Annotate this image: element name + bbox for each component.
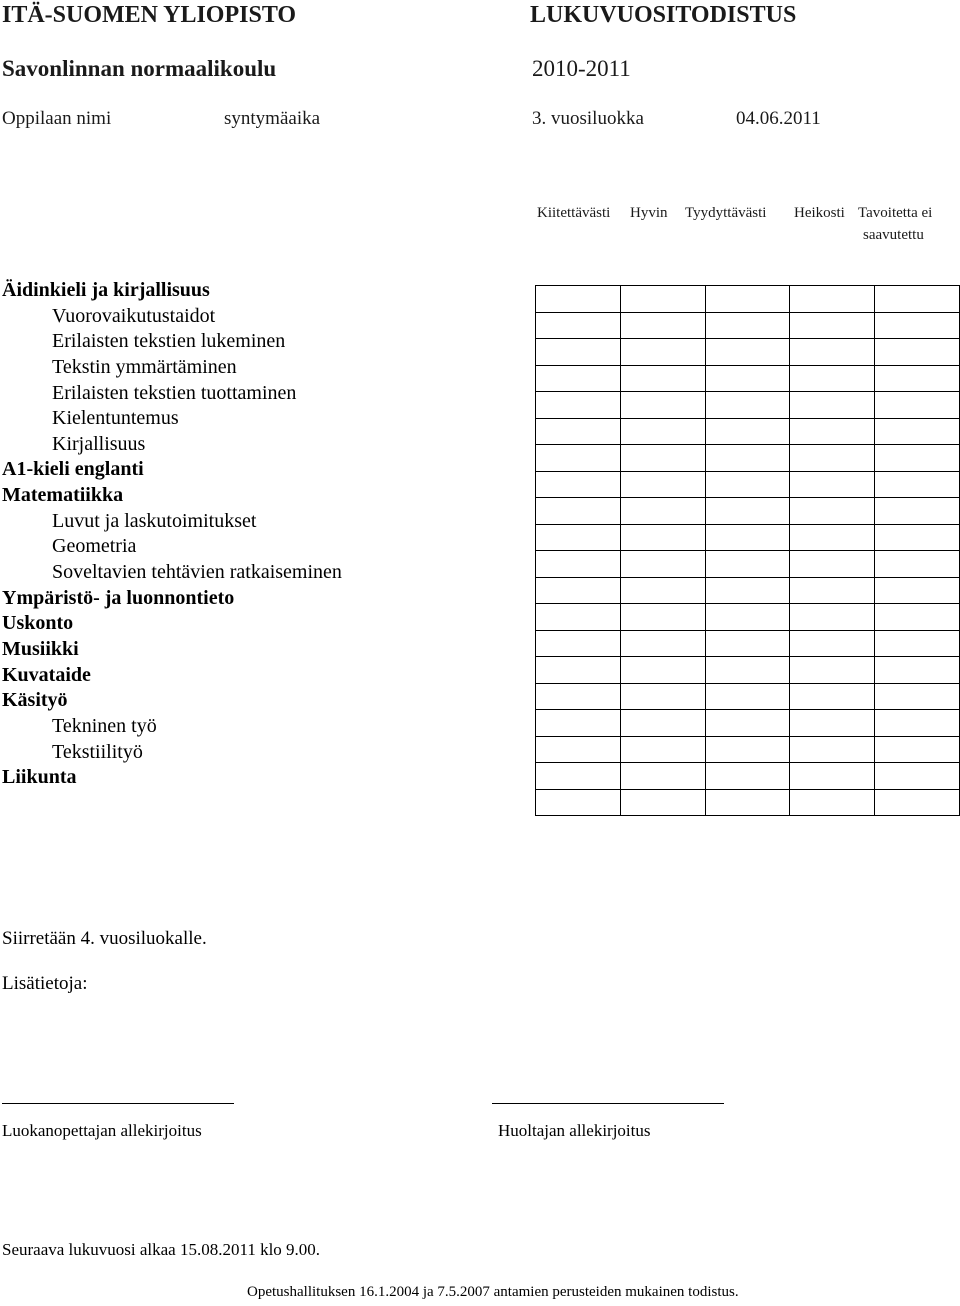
grade-cell-satisfactory — [705, 286, 790, 313]
grade-cell-weak — [790, 736, 875, 763]
subtopic-label: Erilaisten tekstien tuottaminen — [52, 381, 297, 404]
grade-row — [536, 312, 960, 339]
grade-cell-excellent — [536, 657, 621, 684]
grade-cell-not-achieved — [875, 736, 960, 763]
grade-cell-weak — [790, 657, 875, 684]
grade-row — [536, 657, 960, 684]
footer-note: Opetushallituksen 16.1.2004 ja 7.5.2007 antamien perusteiden mukainen todistus. — [247, 1284, 739, 1300]
school-year: 2010-2011 — [532, 56, 631, 81]
grade-cell-good — [620, 445, 705, 472]
subtopic-label: Soveltavien tehtävien ratkaiseminen — [52, 561, 342, 584]
grade-cell-excellent — [536, 630, 621, 657]
grade-cell-not-achieved — [875, 763, 960, 790]
grade-cell-not-achieved — [875, 789, 960, 816]
grade-cell-good — [620, 418, 705, 445]
grade-cell-not-achieved — [875, 498, 960, 525]
grade-row — [536, 445, 960, 472]
grade-heading-excellent: Kiitettävästi — [537, 205, 611, 221]
subject-label: A1-kieli englanti — [2, 458, 144, 481]
grade-cell-satisfactory — [705, 657, 790, 684]
subtopic-label: Vuorovaikutustaidot — [52, 304, 216, 327]
document-type: LUKUVUOSITODISTUS — [530, 2, 797, 28]
grade-cell-weak — [790, 445, 875, 472]
next-year-note: Seuraava lukuvuosi alkaa 15.08.2011 klo 9.00. — [2, 1240, 321, 1259]
subject-label: Matematiikka — [2, 484, 124, 507]
grade-cell-good — [620, 763, 705, 790]
teacher-signature-label: Luokanopettajan allekirjoitus — [2, 1121, 202, 1140]
grade-row — [536, 471, 960, 498]
grade-cell-good — [620, 710, 705, 737]
grade-cell-not-achieved — [875, 577, 960, 604]
subject-label: Musiikki — [2, 637, 79, 660]
grade-cell-satisfactory — [705, 604, 790, 631]
grade-cell-excellent — [536, 286, 621, 313]
grade-cell-excellent — [536, 418, 621, 445]
grade-cell-good — [620, 604, 705, 631]
grade-row — [536, 498, 960, 525]
grade-cell-weak — [790, 498, 875, 525]
subtopic-label: Tekstin ymmärtäminen — [52, 355, 237, 378]
grade-cell-not-achieved — [875, 710, 960, 737]
grade-heading-satisfactory: Tyydyttävästi — [685, 205, 767, 221]
grade-cell-satisfactory — [705, 418, 790, 445]
grade-cell-good — [620, 365, 705, 392]
grade-cell-satisfactory — [705, 736, 790, 763]
subject-label: Käsityö — [2, 689, 68, 712]
grade-cell-excellent — [536, 710, 621, 737]
grade-row — [536, 577, 960, 604]
grade-row — [536, 604, 960, 631]
subtopic-label: Tekstiilityö — [52, 740, 143, 763]
grade-cell-satisfactory — [705, 339, 790, 366]
grade-cell-weak — [790, 392, 875, 419]
grade-cell-excellent — [536, 604, 621, 631]
grade-cell-excellent — [536, 763, 621, 790]
grade-cell-satisfactory — [705, 445, 790, 472]
grade-cell-not-achieved — [875, 657, 960, 684]
grade-cell-weak — [790, 630, 875, 657]
guardian-signature-label: Huoltajan allekirjoitus — [498, 1121, 651, 1140]
grade-row — [536, 365, 960, 392]
grade-row — [536, 789, 960, 816]
grade-cell-excellent — [536, 577, 621, 604]
grade-cell-not-achieved — [875, 630, 960, 657]
grade-cell-excellent — [536, 471, 621, 498]
grade-cell-good — [620, 551, 705, 578]
grade-cell-satisfactory — [705, 577, 790, 604]
grade-cell-excellent — [536, 312, 621, 339]
grade-cell-excellent — [536, 339, 621, 366]
grade-cell-satisfactory — [705, 683, 790, 710]
grade-cell-excellent — [536, 498, 621, 525]
grade-cell-satisfactory — [705, 630, 790, 657]
grade-cell-weak — [790, 763, 875, 790]
grade-cell-weak — [790, 604, 875, 631]
grade-heading-not-achieved-line2: saavutettu — [863, 227, 924, 243]
grade-cell-not-achieved — [875, 471, 960, 498]
grade-cell-satisfactory — [705, 789, 790, 816]
grade-cell-weak — [790, 471, 875, 498]
grade-heading-good: Hyvin — [630, 205, 668, 221]
grade-row — [536, 392, 960, 419]
grade-cell-not-achieved — [875, 312, 960, 339]
subtopic-label: Geometria — [52, 535, 137, 558]
grade-cell-not-achieved — [875, 524, 960, 551]
additional-info-label: Lisätietoja: — [2, 973, 88, 994]
grade-row — [536, 683, 960, 710]
grade-row — [536, 551, 960, 578]
subject-list — [2, 278, 522, 791]
grade-row — [536, 630, 960, 657]
grade-row — [536, 286, 960, 313]
grade-cell-satisfactory — [705, 498, 790, 525]
grade-cell-satisfactory — [705, 551, 790, 578]
guardian-signature-line — [492, 1103, 724, 1104]
grade-cell-excellent — [536, 683, 621, 710]
grade-cell-satisfactory — [705, 524, 790, 551]
subject-label: Ympäristö- ja luonnontieto — [2, 586, 235, 609]
grade-row — [536, 710, 960, 737]
grade-cell-good — [620, 498, 705, 525]
grade-cell-good — [620, 577, 705, 604]
grade-cell-satisfactory — [705, 763, 790, 790]
grade-cell-satisfactory — [705, 312, 790, 339]
grade-cell-satisfactory — [705, 392, 790, 419]
grade-cell-weak — [790, 365, 875, 392]
grade-cell-excellent — [536, 392, 621, 419]
subject-label: Kuvataide — [2, 663, 91, 686]
grade-cell-not-achieved — [875, 286, 960, 313]
grade-heading-not-achieved: Tavoitetta ei — [858, 205, 933, 221]
certificate-date: 04.06.2011 — [736, 108, 821, 129]
subtopic-label: Erilaisten tekstien lukeminen — [52, 330, 286, 353]
grade-row — [536, 339, 960, 366]
grade-cell-weak — [790, 710, 875, 737]
grade-cell-excellent — [536, 736, 621, 763]
grade-cell-not-achieved — [875, 418, 960, 445]
grade-cell-not-achieved — [875, 551, 960, 578]
grade-cell-excellent — [536, 551, 621, 578]
grade-cell-good — [620, 630, 705, 657]
pupil-name-label: Oppilaan nimi — [2, 108, 112, 129]
school-name: Savonlinnan normaalikoulu — [2, 56, 277, 81]
grade-cell-good — [620, 524, 705, 551]
teacher-signature-line — [2, 1103, 234, 1104]
birthdate-label: syntymäaika — [224, 108, 321, 129]
university-name: ITÄ-SUOMEN YLIOPISTO — [2, 2, 297, 28]
grade-cell-weak — [790, 789, 875, 816]
grade-heading-weak: Heikosti — [794, 205, 845, 221]
grade-cell-excellent — [536, 445, 621, 472]
grade-row — [536, 524, 960, 551]
subtopic-label: Kirjallisuus — [52, 432, 146, 455]
grade-cell-satisfactory — [705, 710, 790, 737]
subject-label: Äidinkieli ja kirjallisuus — [2, 279, 210, 301]
grade-cell-satisfactory — [705, 365, 790, 392]
subject-label: Uskonto — [2, 612, 74, 635]
grade-cell-weak — [790, 577, 875, 604]
grade-level: 3. vuosiluokka — [532, 108, 644, 129]
grade-cell-satisfactory — [705, 471, 790, 498]
grade-row — [536, 736, 960, 763]
grade-cell-not-achieved — [875, 365, 960, 392]
grade-cell-weak — [790, 286, 875, 313]
grade-cell-not-achieved — [875, 392, 960, 419]
grade-cell-weak — [790, 418, 875, 445]
grade-cell-good — [620, 392, 705, 419]
grade-cell-good — [620, 286, 705, 313]
grade-row — [536, 418, 960, 445]
grade-cell-weak — [790, 339, 875, 366]
grade-cell-good — [620, 339, 705, 366]
grade-cell-good — [620, 312, 705, 339]
grade-cell-weak — [790, 524, 875, 551]
grade-cell-weak — [790, 312, 875, 339]
grade-cell-good — [620, 683, 705, 710]
grade-cell-good — [620, 736, 705, 763]
grade-cell-weak — [790, 551, 875, 578]
grade-cell-good — [620, 657, 705, 684]
subject-label: Liikunta — [2, 766, 77, 789]
grade-cell-excellent — [536, 365, 621, 392]
subtopic-label: Tekninen työ — [52, 714, 157, 737]
grade-cell-excellent — [536, 789, 621, 816]
grade-cell-weak — [790, 683, 875, 710]
grade-cell-not-achieved — [875, 683, 960, 710]
subtopic-label: Luvut ja laskutoimitukset — [52, 509, 257, 532]
grade-cell-good — [620, 471, 705, 498]
transfer-note: Siirretään 4. vuosiluokalle. — [2, 928, 207, 949]
subtopic-label: Kielentuntemus — [52, 407, 179, 430]
grade-cell-not-achieved — [875, 445, 960, 472]
grade-cell-good — [620, 789, 705, 816]
grade-cell-not-achieved — [875, 604, 960, 631]
grade-grid — [535, 285, 960, 816]
grade-cell-excellent — [536, 524, 621, 551]
grade-row — [536, 763, 960, 790]
grade-cell-not-achieved — [875, 339, 960, 366]
